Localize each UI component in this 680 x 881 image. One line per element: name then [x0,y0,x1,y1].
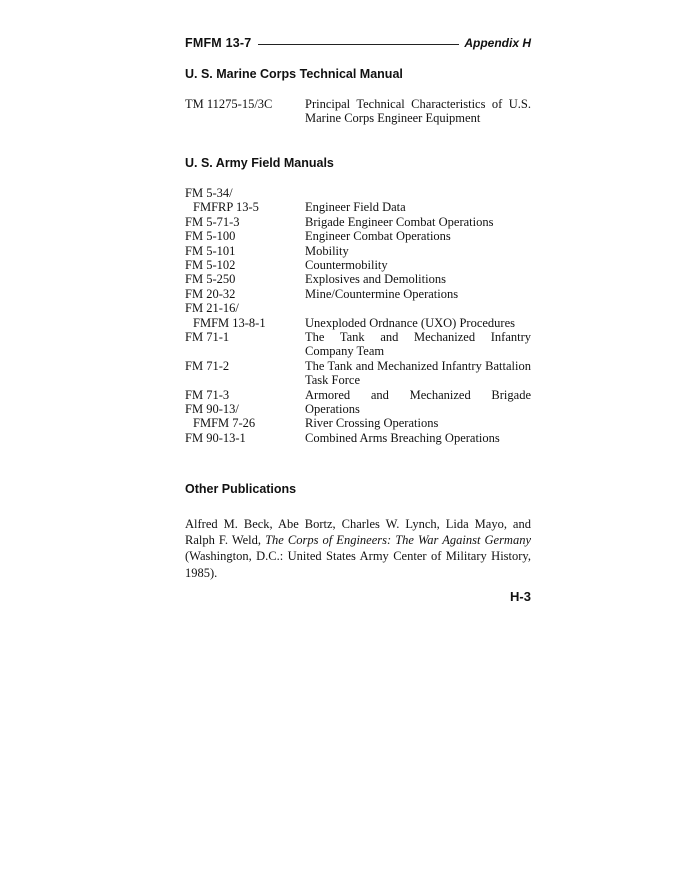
citation-authors: Alfred M. Beck, Abe Bortz, Charles W. Lynch, Lida Mayo, and Ralph F. Weld, [185,517,531,548]
header-rule [258,44,459,45]
marine-section-heading: U. S. Marine Corps Technical Manual [185,67,403,81]
list-item [185,431,531,445]
page-number: H-3 [510,589,531,604]
entry-title: Mobility [305,243,349,258]
entry-code: FM 71-3 [185,387,230,402]
citation-paragraph [185,516,531,581]
entry-code: FM 5-250 [185,272,236,287]
header-manual-id: FMFM 13-7 [185,36,252,50]
entry-code: FM 20-32 [185,286,236,301]
list-item [185,358,531,388]
list-item [185,301,531,315]
list-item [185,186,531,200]
list-item [185,200,531,214]
entry-code: FM 71-2 [185,358,230,373]
entry-code: FM 5-34/ [185,186,233,200]
list-item [185,287,531,301]
entry-code-continued: FMFRP 13-5 [193,200,259,215]
running-header [185,36,531,52]
citation-publisher: (Washington, D.C.: United States Army Center of Military History, 1985). [185,549,531,580]
entry-title: River Crossing Operations [305,416,439,431]
entry-code: FM 21-16/ [185,301,239,316]
entry-title: Principal Technical Characteristics of U.S. Marine Corps Engineer Equipment [305,97,531,126]
entry-code: FM 90-13/ [185,402,239,417]
list-item [185,402,531,416]
list-item [185,258,531,272]
entry-title: Combined Arms Breaching Operations [305,430,500,445]
army-manual-list [185,186,531,445]
entry-title: The Tank and Mechanized Infantry Company Team [305,330,531,359]
entry-code: FM 5-71-3 [185,214,240,229]
entry-code-continued: FMFM 13-8-1 [193,315,266,330]
entry-code: FM 71-1 [185,330,230,345]
list-item [185,215,531,229]
entry-code-continued: FMFM 7-26 [193,416,256,431]
entry-title: Brigade Engineer Combat Operations [305,214,494,229]
list-item [185,229,531,243]
army-section-heading: U. S. Army Field Manuals [185,156,334,170]
other-section-heading: Other Publications [185,482,297,496]
list-item [185,330,531,359]
citation-book-title: The Corps of Engineers: The War Against Germany [265,533,532,548]
entry-title: Armored and Mechanized Brigade Operations [305,387,531,417]
entry-code: FM 5-102 [185,258,236,273]
entry-title: The Tank and Mechanized Infantry Battalion Task Force [305,358,531,388]
list-item [185,416,531,430]
entry-code: FM 90-13-1 [185,430,246,445]
list-item [185,272,531,286]
entry-title: Engineer Combat Operations [305,229,451,244]
list-item [185,244,531,258]
entry-code: FM 5-100 [185,229,236,244]
entry-title: Explosives and Demolitions [305,272,446,287]
entry-title: Unexploded Ordnance (UXO) Procedures [305,315,515,330]
entry-title: Mine/Countermine Operations [305,286,459,301]
entry-code: FM 5-101 [185,243,236,258]
entry-title: Engineer Field Data [305,200,406,215]
list-item [185,316,531,330]
header-appendix: Appendix H [464,36,531,50]
entry-code: TM 11275-15/3C [185,97,273,111]
entry-title: Countermobility [305,258,388,273]
